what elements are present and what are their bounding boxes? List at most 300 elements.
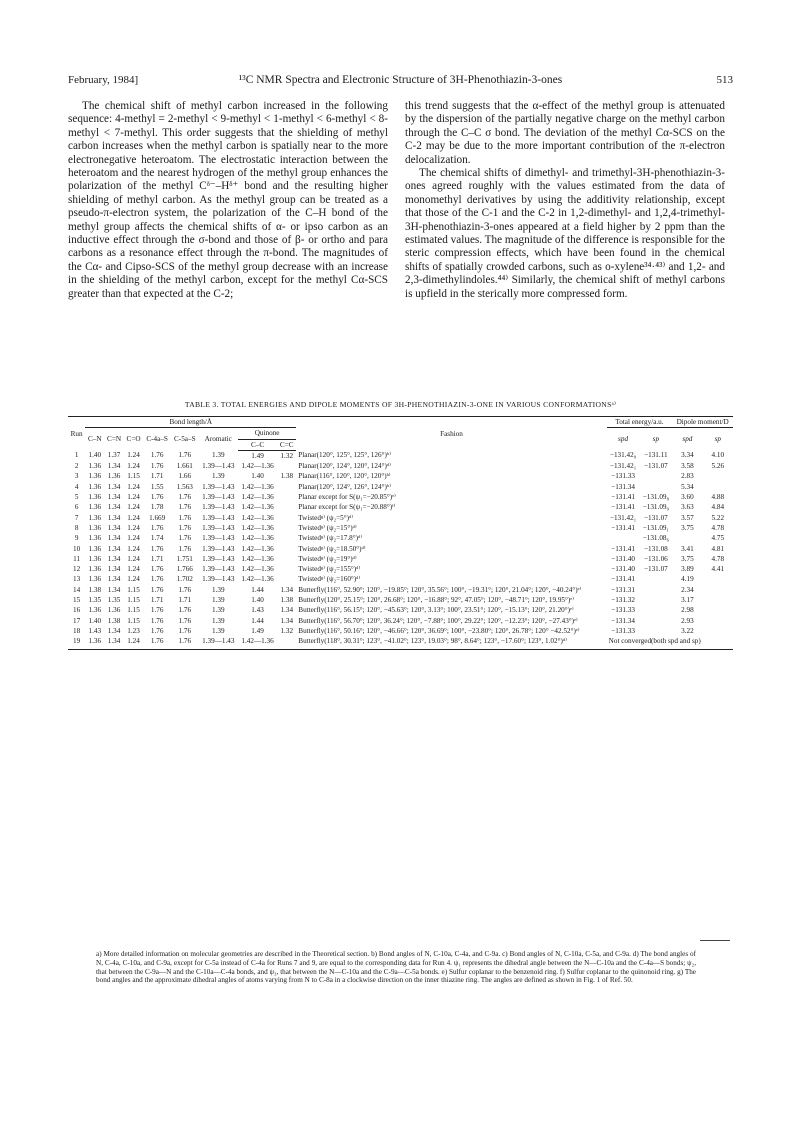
table-row: [68, 595, 733, 605]
table-cell: −131.31: [611, 585, 635, 594]
table-cell: [277, 461, 296, 471]
table-cell: 3.34: [681, 451, 694, 460]
table-cell: Butterfly(120°, 25.15°; 120°, 26.68°; 120°, −16.88°; 92°, 47.05°; 120°, −48.71°; 120°, 19.95°)ᵉ⁾: [298, 596, 574, 605]
table-cell: 1.49: [251, 451, 264, 460]
table-cell: −131.08: [643, 544, 668, 553]
table-cell: 3.89: [681, 565, 694, 574]
table-cell: 1.76: [178, 544, 192, 553]
col-header-total-energy: Total energy/a.u.: [607, 417, 673, 428]
table-cell: 1.34: [280, 606, 294, 615]
table-cell: 1.39—1.43: [202, 513, 235, 522]
table-cell: 1.702: [176, 575, 193, 584]
table-cell: [639, 626, 672, 636]
table-cell: 1.42—1.36: [238, 636, 277, 649]
table-cell: 1.36: [88, 534, 102, 543]
table-cell: Twistedᵍ⁾ (ψ₂=160°)ᵈ⁾: [298, 575, 361, 584]
table-cell: −131.41: [611, 503, 635, 512]
table-cell: 1.24: [127, 513, 140, 522]
table-cell: 2.34: [681, 585, 694, 594]
table-cell: 1.39: [211, 626, 225, 635]
table-cell: 1.71: [178, 596, 192, 605]
table-cell: 1.39: [211, 606, 225, 615]
table-cell: 1.36: [88, 513, 102, 522]
table-cell: 1.32: [280, 626, 294, 635]
col-header-cn: C–N: [87, 435, 102, 444]
table-cell: [277, 513, 296, 523]
table-row: [68, 471, 733, 481]
footnote-text: a) More detailed information on molecular geometries are described in the Theoretical section. b) Bond angles of N, C-10a, C-4a, and C-9a. c) Bond angles of N, C-10a, C-5a, and C-9a. d) The bond angles of N, C-4a, C-10a, and C-9a, except for C-5a instead of C-4a for Runs 7 and 9, are equal to the corresponding data for Run 4. ψ₁ represents the dihedral angle between the N—C-10a and the C-4a—S bonds; ψ₂, that between the C-9a—N and the C-10a—C-4a bonds, and ψ₃, that between the N—C-10a and the C-9a—C-5a bonds. e) Sulfur coplanar to the benzenoid ring. f) Sulfur coplanar to the quinonoid ring. g) The bond angles and the approximate dihedral angles of atoms varying from N to C-8a in a clockwise direction on the inner thiazine ring. The angles are defined as shown in Fig. 1 of Ref. 50.: [96, 950, 696, 985]
table-cell: 1.35: [88, 596, 102, 605]
table-cell: [703, 595, 733, 605]
col-header-aromatic: Aromatic: [204, 435, 232, 444]
table-cell: 1.34: [107, 534, 121, 543]
table-cell: 15: [73, 596, 81, 605]
table-cell: −131.06: [643, 554, 668, 563]
table-cell: 1.40: [88, 616, 102, 625]
table-cell: 10: [73, 544, 81, 553]
table-cell: −131.41: [611, 493, 635, 502]
table-cell: 1.76: [150, 575, 164, 584]
table-row: [68, 574, 733, 584]
table-cell: 3.63: [681, 503, 694, 512]
table-cell: [639, 585, 672, 595]
table-cell: 1.563: [176, 482, 193, 491]
col-header-fashion: Fashion: [296, 417, 606, 451]
table-cell: 1.55: [150, 482, 164, 491]
table-cell: 1.38: [280, 472, 294, 481]
table-cell: 1.76: [178, 616, 192, 625]
table-cell: −131.11: [644, 451, 668, 460]
table-cell: [639, 574, 672, 584]
table-cell: 4.75: [711, 534, 725, 543]
table-cell: 1.34: [280, 616, 294, 625]
table-cell: 1.751: [176, 554, 193, 563]
table-cell: 1.24: [127, 462, 140, 471]
table-cell: 1.15: [127, 472, 140, 481]
header-title: ¹³C NMR Spectra and Electronic Structure of 3H-Phenothiazin-3-ones: [238, 74, 563, 86]
table-cell: 5.22: [711, 513, 725, 522]
table-cell: 5.34: [681, 482, 694, 491]
table-cell: 11: [73, 554, 81, 563]
table-cell: −131.42₉: [609, 451, 637, 460]
table-cell: 1.71: [150, 472, 164, 481]
table-cell: 2.98: [681, 606, 694, 615]
table-cell: 1.39—1.43: [202, 534, 235, 543]
table-cell: [277, 544, 296, 554]
table-cell: [703, 605, 733, 615]
table-cell: 1.23: [127, 626, 140, 635]
table-cell: 1.44: [251, 616, 264, 625]
table-cell: Planar(120°, 125°, 125°, 126°)ᵇ⁾: [298, 451, 391, 460]
table-row: [68, 564, 733, 574]
table-cell: [277, 533, 296, 543]
table-cell: 1.39: [211, 616, 225, 625]
table-cell: 1.39—1.43: [202, 554, 235, 563]
table-cell: [639, 471, 672, 481]
table-cell: −131.33: [611, 472, 635, 481]
table-cell: [277, 574, 296, 584]
table-cell: 1.36: [88, 482, 102, 491]
table-cell: Not converged(both spd and sp): [607, 636, 733, 649]
table-cell: 3.58: [681, 462, 694, 471]
table-cell: −131.40: [611, 565, 635, 574]
table-cell: Planar(116°, 120°, 120°, 120°)ᵇ⁾: [298, 472, 391, 481]
table-cell: 1.76: [171, 636, 199, 649]
table-cell: 1.76: [150, 626, 164, 635]
table-cell: 1.76: [150, 451, 164, 460]
table-cell: Butterfly(116°, 56.70°; 120°, 36.24°; 120°, −7.88°; 100°, 29.22°; 120°, −12.23°; 120°, −27.43°)ᵉ⁾: [298, 616, 578, 625]
table-cell: 1.36: [88, 523, 102, 532]
table-cell: 1.24: [127, 575, 140, 584]
table-cell: [703, 574, 733, 584]
table-cell: 1.71: [150, 554, 164, 563]
table-cell: 1: [74, 451, 79, 460]
paragraph: this trend suggests that the α-effect of the methyl group is attenuated by the dispersion of the partially negative charge on the methyl carbon through the C–C σ bond. The deviation of the methyl Cα-SCS on the C-2 may be due to the more important contribution of the π-electron delocalization.: [405, 100, 725, 166]
table-cell: 1.76: [150, 585, 164, 594]
table-cell: 1.34: [280, 585, 294, 594]
table-cell: 4: [74, 482, 79, 491]
table-row: [68, 533, 733, 543]
table-cell: 1.39—1.43: [202, 544, 235, 553]
table-cell: 1.76: [150, 523, 164, 532]
table-cell: [277, 554, 296, 564]
table-cell: 2: [74, 462, 79, 471]
table-cell: 7: [74, 513, 79, 522]
table-cell: 1.37: [107, 451, 121, 460]
table-cell: 2.83: [681, 472, 694, 481]
table-body: [68, 450, 733, 649]
table-cell: Planar(120°, 124°, 126°, 124°)ᵇ⁾: [298, 482, 391, 491]
table-cell: 1.39: [211, 451, 225, 460]
table-cell: 1.42—1.36: [241, 565, 274, 574]
table-cell: 17: [73, 616, 81, 625]
table-cell: 1.34: [107, 565, 121, 574]
table-cell: 1.36: [88, 575, 102, 584]
table-cell: −131.41: [611, 523, 635, 532]
table-cell: 1.34: [107, 575, 121, 584]
table-cell: 1.38: [107, 616, 121, 625]
table-cell: 1.36: [88, 565, 102, 574]
col-header-ceqo: C=O: [126, 435, 141, 444]
table-cell: −131.33: [611, 606, 635, 615]
table-cell: 1.32: [280, 451, 294, 460]
table-cell: 3.75: [681, 523, 694, 532]
table-cell: 1.38: [280, 596, 294, 605]
table-cell: 1.766: [176, 565, 193, 574]
table-cell: −131.34: [611, 482, 635, 491]
page-number: 513: [716, 74, 733, 86]
table-cell: 1.24: [127, 544, 140, 553]
table-cell: Planar except for S(ψ₁=−20.88°)ᶠ⁾: [298, 503, 396, 512]
table-cell: −131.42₁: [609, 462, 637, 471]
table-row: [68, 523, 733, 533]
table-cell: 4.78: [711, 554, 725, 563]
table-cell: 16: [73, 606, 81, 615]
table-cell: 1.39: [211, 585, 225, 594]
table-cell: 1.49: [251, 626, 264, 635]
table-row: [68, 482, 733, 492]
table-cell: 1.71: [150, 596, 164, 605]
table-cell: 1.40: [251, 472, 264, 481]
table-cell: −131.09₈: [642, 493, 670, 502]
table-cell: −131.42₁: [609, 513, 637, 522]
col-header-dipole: Dipole moment/D: [672, 417, 733, 428]
table-cell: Butterfly(116°, 50.16°; 120°, −46.66°; 120°, 36.69°; 100°, −23.80°; 120°, 26.78°; 120° −42.52°)ᵉ⁾: [298, 626, 580, 635]
table-cell: −131.07: [643, 462, 668, 471]
table-cell: 1.34: [107, 503, 121, 512]
table-cell: 1.42—1.36: [241, 534, 274, 543]
table-cell: 1.39—1.43: [202, 482, 235, 491]
table-cell: 1.24: [127, 554, 140, 563]
table-cell: 3.75: [681, 554, 694, 563]
table-cell: 1.36: [88, 554, 102, 563]
table-cell: 4.10: [711, 451, 725, 460]
table-cell: 1.661: [176, 462, 193, 471]
table-cell: 1.34: [107, 513, 121, 522]
table-cell: 1.24: [127, 482, 140, 491]
table-cell: 1.76: [178, 606, 192, 615]
table-cell: 1.76: [178, 503, 192, 512]
table-row: [68, 636, 733, 649]
table-row: [68, 492, 733, 502]
table-cell: 1.42—1.36: [241, 575, 274, 584]
table-cell: Twistedᵍ⁾ (ψ₂=17.8°)ᵈ⁾: [298, 534, 362, 543]
table-cell: −131.09₁: [642, 523, 670, 532]
right-column: [405, 100, 725, 301]
table-cell: [277, 523, 296, 533]
table-cell: 1.42—1.36: [241, 482, 274, 491]
table-cell: Twistedᵍ⁾ (ψ₂=19°)ᵈ⁾: [298, 554, 357, 563]
table-cell: 4.88: [711, 493, 725, 502]
table-cell: 18: [73, 626, 81, 635]
table-cell: −131.08₆: [642, 534, 670, 543]
col-header-ceqn: C=N: [107, 435, 122, 444]
table-cell: −131.34: [611, 616, 635, 625]
table-row: [68, 513, 733, 523]
table-cell: 1.76: [150, 565, 164, 574]
table-cell: 1.39—1.43: [202, 503, 235, 512]
table-cell: 1.39—1.43: [202, 523, 235, 532]
table-cell: Butterfly(116°, 52.90°; 120°, −19.85°; 120°, 35.56°; 100°, −19.31°; 120°, 21.04°; 120°, −40.24°)ᵉ⁾: [298, 585, 582, 594]
table-cell: −131.32: [611, 596, 635, 605]
table-cell: 1.76: [178, 585, 192, 594]
table-cell: Butterfly(116°, 56.15°; 120°, −45.63°; 120°, 3.13°; 100°, 23.51°; 120°, −15.13°; 120°, 21.20°)ᵉ⁾: [298, 606, 574, 615]
col-header-energy-sp: sp: [652, 435, 660, 444]
table-cell: 3: [74, 472, 79, 481]
table-cell: [703, 482, 733, 492]
table-cell: 1.15: [127, 606, 140, 615]
table-cell: 1.39—1.43: [202, 575, 235, 584]
table-cell: 1.36: [85, 636, 104, 649]
table-row: [68, 585, 733, 595]
table-row: [68, 502, 733, 512]
table-cell: [639, 616, 672, 626]
table-cell: [277, 636, 296, 649]
table-cell: 9: [74, 534, 79, 543]
table-cell: 1.78: [150, 503, 164, 512]
table-cell: 1.76: [178, 451, 192, 460]
table-cell: 1.36: [88, 493, 102, 502]
table-cell: 4.81: [711, 544, 725, 553]
table-cell: 1.24: [127, 493, 140, 502]
table-row: [68, 461, 733, 471]
table-cell: −131.40: [611, 554, 635, 563]
table-cell: −131.09₉: [642, 503, 670, 512]
col-header-c5as: C-5a–S: [174, 435, 196, 444]
table-cell: 1.43: [251, 606, 264, 615]
table-cell: 1.34: [104, 636, 124, 649]
col-header-energy-spd: spd: [618, 435, 629, 444]
table-cell: 4.78: [711, 523, 725, 532]
table-cell: [672, 533, 702, 543]
table-cell: 1.39—1.43: [199, 636, 238, 649]
table-cell: [277, 564, 296, 574]
divider: [700, 940, 730, 941]
table-cell: 1.76: [178, 523, 192, 532]
table-cell: 1.38: [88, 585, 102, 594]
table-cell: 1.15: [127, 585, 140, 594]
table-cell: 1.34: [107, 544, 121, 553]
table-cell: [277, 502, 296, 512]
table-cell: 4.84: [711, 503, 725, 512]
table-cell: 19: [68, 636, 85, 649]
table-cell: 1.76: [143, 636, 171, 649]
table-cell: 1.42—1.36: [241, 544, 274, 553]
table-cell: [639, 595, 672, 605]
table-cell: 1.36: [88, 462, 102, 471]
table-row: [68, 616, 733, 626]
col-header-dipole-spd: spd: [682, 435, 693, 444]
table-cell: 8: [74, 523, 79, 532]
table-cell: 1.34: [107, 626, 121, 635]
table-cell: 1.39—1.43: [202, 462, 235, 471]
table-cell: 1.74: [150, 534, 164, 543]
paragraph: The chemical shift of methyl carbon increased in the following sequence: 4-methyl = 2-methyl < 9-methyl < 1-methyl < 6-methyl < 8-methyl < 7-methyl. This order suggests that the shielding of methyl carbon increases when the methyl carbon is spatially near to the more electronegative heteroatom. The electrostatic interaction between the heteroatom and the nearest hydrogen of the methyl group enhances the polarization of the methyl Cᵟ⁻–Hᵟ⁺ bond and the resulting higher shielding of methyl carbon. As the methyl group can be treated as a pseudo-π-electron system, the polarization of the C–H bond of the methyl group affects the chemical shifts of α- or ipso carbon as an inductive effect through the σ-bond and those of β- or ortho and para carbons as a resonance effect through the π-bond. The magnitudes of the Cα- and Cipso-SCS of the methyl group decrease with an increase in the shielding of the methyl carbon, except for the methyl Cα-SCS greater than that expected at the C-2;: [68, 100, 388, 300]
header-date: February, 1984]: [68, 74, 139, 86]
col-header-c4as: C-4a–S: [146, 435, 168, 444]
table-cell: 1.42—1.36: [241, 462, 274, 471]
running-header: [68, 74, 733, 90]
table-cell: 3.22: [681, 626, 694, 635]
table-cell: −131.41: [611, 575, 635, 584]
col-header-ceqc: C=C: [277, 439, 296, 450]
table-cell: 3.17: [681, 596, 694, 605]
table-cell: 2.93: [681, 616, 694, 625]
table-cell: 1.36: [88, 472, 102, 481]
table-cell: 1.76: [150, 493, 164, 502]
table-cell: 13: [73, 575, 81, 584]
table-cell: −131.07: [643, 565, 668, 574]
table-cell: 1.42—1.36: [241, 513, 274, 522]
table-cell: [703, 585, 733, 595]
data-table: [68, 416, 733, 650]
table-cell: −131.07: [643, 513, 668, 522]
table-cell: 3.60: [681, 493, 694, 502]
table-cell: 1.36: [88, 503, 102, 512]
table-cell: 1.76: [150, 462, 164, 471]
table-cell: 1.39—1.43: [202, 493, 235, 502]
table-cell: 1.15: [127, 596, 140, 605]
table-cell: 1.76: [150, 616, 164, 625]
table-cell: 1.34: [107, 554, 121, 563]
table-cell: 1.40: [251, 596, 264, 605]
table-cell: [277, 482, 296, 492]
table-cell: 1.34: [107, 462, 121, 471]
table-cell: 12: [73, 565, 81, 574]
table-cell: 1.34: [107, 523, 121, 532]
table-cell: −131.41: [611, 544, 635, 553]
table-cell: 1.42—1.36: [241, 493, 274, 502]
table-cell: 14: [73, 585, 81, 594]
table-cell: 1.39—1.43: [202, 565, 235, 574]
table-cell: 3.57: [681, 513, 694, 522]
table-cell: Twistedᵍ⁾ (ψ₂=155°)ᵈ⁾: [298, 565, 361, 574]
table-cell: 1.24: [124, 636, 144, 649]
table-cell: 1.24: [127, 565, 140, 574]
table-cell: [703, 616, 733, 626]
table-cell: 1.36: [107, 472, 121, 481]
table-cell: 1.34: [107, 482, 121, 491]
col-header-run: Run: [68, 417, 85, 451]
table-cell: 1.34: [107, 493, 121, 502]
table-cell: 1.76: [178, 534, 192, 543]
table-cell: 1.24: [127, 523, 140, 532]
table-cell: 4.19: [681, 575, 694, 584]
table-cell: 1.76: [150, 606, 164, 615]
table-cell: 1.44: [251, 585, 264, 594]
paragraph: The chemical shifts of dimethyl- and trimethyl-3H-phenothiazin-3-ones agreed roughly with the values estimated from the data of monomethyl derivatives by using the additivity relationship, except that those of the C-1 and the C-2 in 1,2-dimethyl- and 1,2,4-trimethyl-3H-phenothiazin-3-ones appeared at a field higher by 2 ppm than the estimated values. The magnitude of the difference is responsible for the steric compression effects, which have been found in the chemical shifts of spatially crowded carbons, such as o-xylene³⁴·⁴³⁾ and 1,2- and 2,3-dimethylindoles.⁴⁴⁾ Similarly, the chemical shift of methyl carbons is upfield in the sterically more compressed form.: [405, 167, 725, 300]
table-row: [68, 626, 733, 636]
table-cell: 1.34: [107, 585, 121, 594]
table-cell: 1.40: [88, 451, 102, 460]
table-cell: [607, 533, 640, 543]
table-cell: 1.36: [88, 606, 102, 615]
table-cell: 1.76: [178, 493, 192, 502]
col-header-bond-length: Bond length/Å: [85, 417, 296, 428]
table-row: [68, 605, 733, 615]
table-cell: 3.41: [681, 544, 694, 553]
table-cell: [703, 626, 733, 636]
col-header-quinone: Quinone: [238, 428, 296, 439]
table-cell: 1.66: [178, 472, 192, 481]
table-cell: 1.39: [211, 596, 225, 605]
table-cell: 5.26: [711, 462, 725, 471]
table-cell: 1.15: [127, 616, 140, 625]
table-row: [68, 554, 733, 564]
table-cell: 4.41: [711, 565, 725, 574]
col-header-dipole-sp: sp: [714, 435, 721, 444]
table-cell: 1.36: [107, 606, 121, 615]
table-caption: TABLE 3. TOTAL ENERGIES AND DIPOLE MOMENTS OF 3H-PHENOTHIAZIN-3-ONE IN VARIOUS CONFORMATIONSᵃ⁾: [184, 400, 617, 409]
table-row: [68, 544, 733, 554]
table-cell: 1.42—1.36: [241, 503, 274, 512]
table-cell: Planar(120°, 124°, 120°, 124°)ᵈ⁾: [298, 462, 391, 471]
table-cell: 1.35: [107, 596, 121, 605]
table-cell: 1.669: [149, 513, 166, 522]
table-row: [68, 450, 733, 461]
table-cell: 1.42—1.36: [241, 554, 274, 563]
table-cell: 1.43: [88, 626, 102, 635]
table-cell: 1.76: [178, 626, 192, 635]
table-cell: [639, 482, 672, 492]
table-cell: 1.24: [127, 451, 140, 460]
table-cell: −131.33: [611, 626, 635, 635]
col-header-cc: C–C: [238, 439, 277, 450]
table-cell: 1.36: [88, 544, 102, 553]
table-cell: 1.24: [127, 503, 140, 512]
table-cell: Twistedᵍ⁾ (ψ₂=18.50°)ᵈ⁾: [298, 544, 366, 553]
table-cell: [277, 492, 296, 502]
